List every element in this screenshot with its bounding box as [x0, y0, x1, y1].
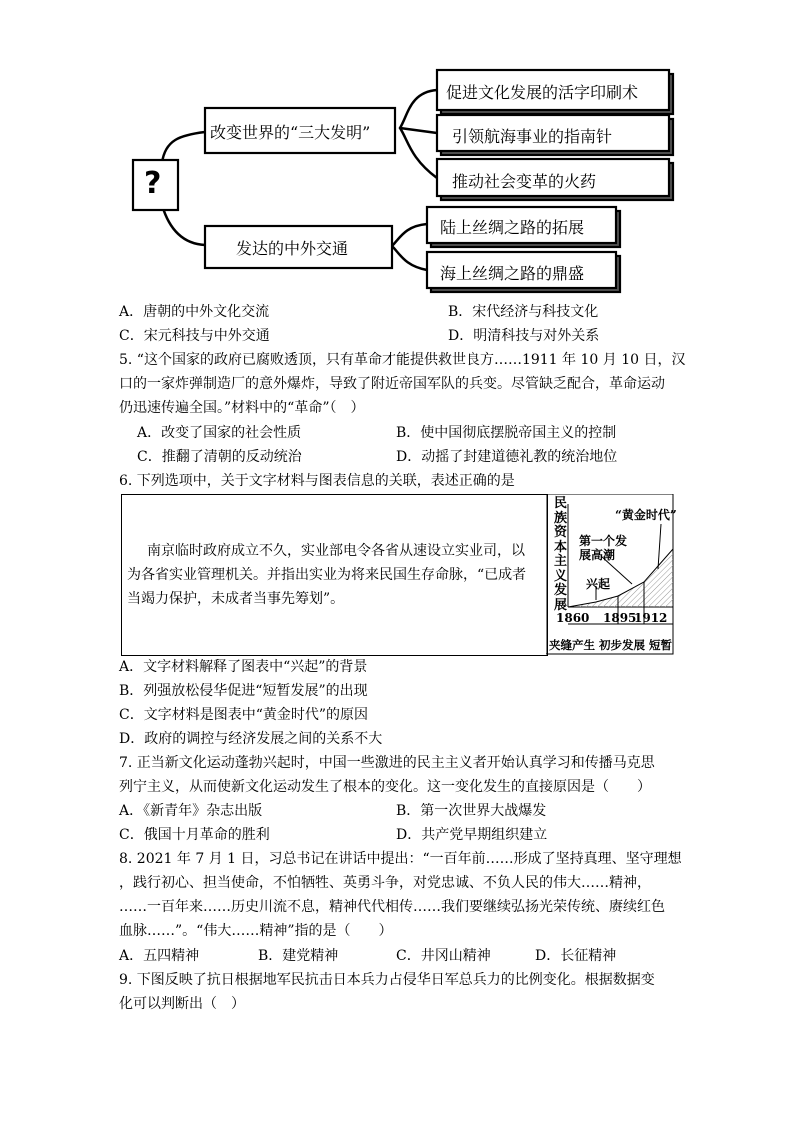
q8-stem-line-3: ……一百年来……历史川流不息，精神代代相传……我们要继续弘扬光荣传统、赓续红色 [119, 899, 665, 915]
q7-stem-line-2: 列宁主义，从而使新文化运动发生了根本的变化。这一变化发生的直接原因是（ ） [119, 779, 651, 795]
q4-option-d: D．明清科技与对外关系 [448, 328, 600, 344]
q6-material-line-2: 为各省实业管理机关。并指出实业为将来民国生存命脉，“已成者 [127, 567, 527, 583]
q6-option-a: A．文字材料解释了图表中“兴起”的背景 [119, 659, 368, 675]
q4-option-a: A．唐朝的中外文化交流 [119, 304, 270, 320]
q8-option-b: B．建党精神 [258, 948, 339, 964]
q5-option-b: B．使中国彻底摆脱帝国主义的控制 [396, 425, 617, 441]
q8-option-d: D．长征精神 [535, 948, 617, 964]
q9-stem-line-1: 9. 下图反映了抗日根据地军民抗击日本兵力占侵华日军总兵力的比例变化。根据数据变 [119, 972, 655, 988]
root-question-mark: ? [144, 166, 162, 201]
q9-stem-line-2: 化可以判断出（ ） [119, 996, 245, 1012]
q6-material-line-1: 南京临时政府成立不久，实业部电令各省从速设立实业司，以 [147, 543, 525, 559]
q5-option-a: A．改变了国家的社会性质 [137, 425, 302, 441]
q6-chart-pointer-golden [658, 524, 661, 569]
q8-option-a: A．五四精神 [119, 948, 200, 964]
q6-option-c: C．文字材料是图表中“黄金时代”的原因 [119, 707, 369, 723]
q6-option-b: B．列强放松侵华促进“短暂发展”的出现 [119, 683, 368, 699]
q8-stem-line-1: 8. 2021 年 7 月 1 日，习总书记在讲话中提出：“一百年前……形成了坚持真理、坚守理想 [119, 851, 682, 867]
q6-chart-year-1912: 1912 [634, 611, 668, 625]
q6-chart-bottom-label: 夹缝产生 初步发展 短暂 [549, 638, 673, 652]
q5-stem-line-3: 仍迅速传遍全国。”材料中的“革命”（ ） [119, 400, 365, 416]
q8-stem-line-2: ，践行初心、担当使命，不怕牺牲、英勇斗争，对党忠诚、不负人民的伟大……精神， [119, 875, 651, 891]
q7-option-c: C．俄国十月革命的胜利 [119, 827, 270, 843]
branch2-label: 发达的中外交通 [236, 239, 349, 258]
item-label-gunpowder: 推动社会变革的火药 [452, 172, 597, 191]
q7-option-d: D．共产党早期组织建立 [396, 827, 548, 843]
q7-stem-line-1: 7. 正当新文化运动蓬勃兴起时，中国一些激进的民主主义者开始认真学习和传播马克思 [119, 755, 655, 771]
q5-option-d: D．动摇了封建道德礼教的统治地位 [396, 449, 618, 465]
q4-option-b: B．宋代经济与科技文化 [448, 304, 599, 320]
q6-chart-ylabel: 民族资本主义发展 [554, 496, 568, 613]
q6-option-d: D．政府的调控与经济发展之间的关系不大 [119, 731, 383, 747]
q6-chart-first-wave-label-1: 第一个发 [579, 534, 628, 548]
q6-chart-year-1895: 1895 [603, 611, 637, 625]
q4-option-c: C．宋元科技与中外交通 [119, 328, 270, 344]
q6-material-line-3: 当竭力保护，未成者当事先筹划”。 [127, 591, 345, 607]
q8-stem-line-4: 血脉……”。“伟大……精神”指的是（ ） [119, 923, 393, 939]
q6-chart-first-wave-label-2: 展高潮 [579, 548, 616, 562]
item-label-compass: 引领航海事业的指南针 [452, 127, 613, 146]
q8-option-c: C．井冈山精神 [396, 948, 491, 964]
connector-root-branch1 [162, 132, 205, 163]
q6-stem: 6. 下列选项中，关于文字材料与图表信息的关联，表述正确的是 [119, 473, 515, 489]
connector-branch1-items [400, 90, 437, 178]
q6-chart-year-1860: 1860 [556, 611, 590, 625]
q5-stem-line-2: 口的一家炸弹制造厂的意外爆炸，导致了附近帝国军队的兵变。尽管缺乏配合，革命运动 [119, 376, 665, 392]
item-label-land-silk-road: 陆上丝绸之路的拓展 [440, 218, 585, 237]
q6-chart-golden-label: “黄金时代” [615, 508, 677, 522]
q5-stem-line-1: 5. “这个国家的政府已腐败透顶，只有革命才能提供救世良方……1911 年 10 月 10 日，汉 [119, 352, 686, 368]
q7-option-a: A．《新青年》杂志出版 [119, 803, 263, 819]
item-label-printing: 促进文化发展的活字印刷术 [446, 83, 639, 102]
branch1-label: 改变世界的“三大发明” [210, 123, 371, 142]
q7-option-b: B．第一次世界大战爆发 [396, 803, 547, 819]
item-label-sea-silk-road: 海上丝绸之路的鼎盛 [440, 264, 585, 283]
q6-chart-rise-label: 兴起 [586, 577, 611, 591]
connector-branch2-items [392, 224, 427, 270]
q5-option-c: C．推翻了清朝的反动统治 [137, 449, 302, 465]
knowledge-diagram [0, 0, 793, 300]
